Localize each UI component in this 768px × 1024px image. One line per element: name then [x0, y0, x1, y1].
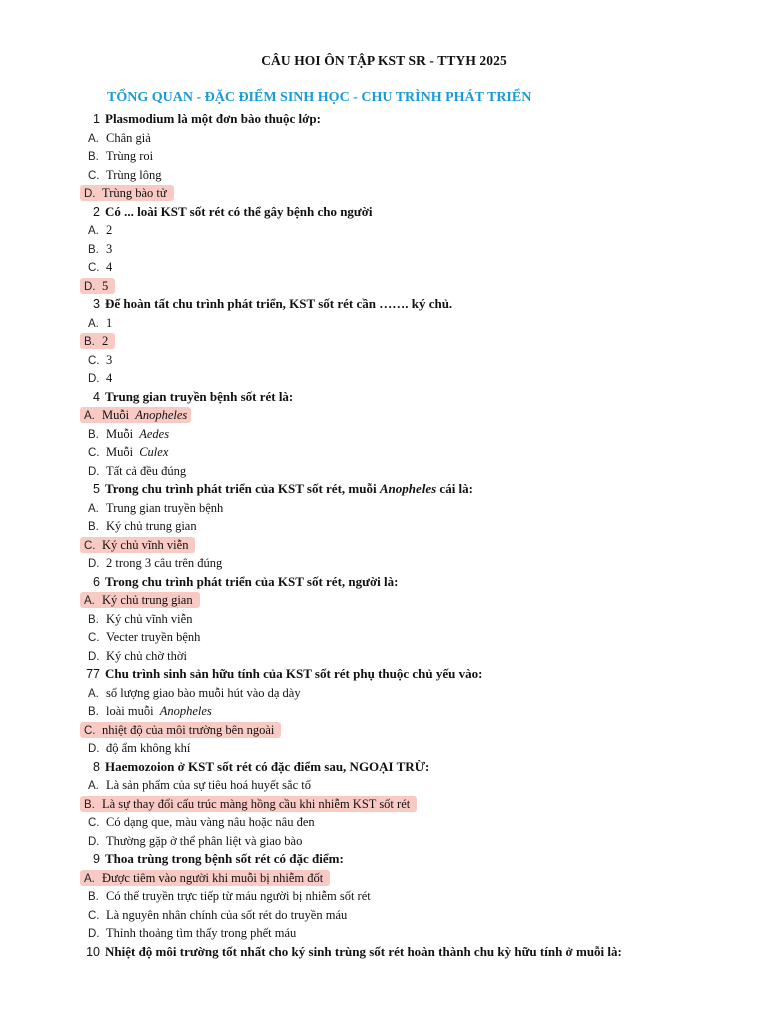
option-text: Tất cả đều đúng [106, 463, 187, 478]
option-letter: A. [88, 687, 99, 700]
option-3-a [88, 314, 115, 332]
option-letter: D. [88, 465, 100, 478]
option-text: 2 trong 3 câu trên đúng [106, 556, 223, 570]
option-letter: D. [88, 928, 100, 940]
question-1 [76, 110, 726, 128]
option-8-a [88, 776, 314, 794]
option-4-a [84, 406, 191, 424]
option-letter: C. [88, 632, 100, 644]
question-number: 3 [93, 297, 100, 311]
option-1-d [84, 184, 174, 202]
option-letter: B. [88, 706, 99, 718]
option-2-c [88, 258, 115, 276]
option-8-c [88, 813, 318, 831]
question-text-italic: Anopheles [379, 481, 437, 496]
question-text: Chu trình sinh sản hữu tính của KST sốt rét phụ thuộc chủ yếu vào: [105, 666, 483, 681]
option-1-a [88, 129, 154, 147]
option-letter: A. [88, 132, 99, 145]
question-text: Haemozoion ở KST sốt rét có đặc điểm sau, NGOẠI TRỪ: [105, 758, 430, 774]
question-number: 6 [93, 574, 100, 589]
answer-highlight [80, 537, 195, 553]
option-body [88, 131, 154, 145]
option-letter: D. [88, 835, 100, 848]
option-3-d [88, 369, 115, 387]
option-letter: C. [88, 817, 100, 829]
option-4-c [88, 443, 168, 461]
question-text: Trong chu trình phát triển của KST sốt rét, muỗi [105, 481, 380, 496]
option-letter: B. [88, 521, 99, 533]
option-letter: D. [84, 188, 96, 200]
option-body [88, 686, 304, 700]
option-9-d [88, 924, 299, 942]
option-text: độ ẩm không khí [106, 741, 191, 755]
option-text: 2 [106, 223, 113, 237]
option-body [88, 704, 212, 718]
option-body [88, 501, 226, 515]
option-body [88, 926, 299, 940]
question-4 [76, 388, 726, 406]
option-letter: B. [84, 336, 95, 348]
option-text: Trung gian truyền bệnh [106, 500, 224, 515]
option-body [88, 519, 200, 533]
option-9-b [88, 887, 374, 905]
answer-highlight [80, 870, 330, 886]
option-body [88, 242, 115, 256]
option-letter: C. [88, 262, 100, 274]
option-letter: A. [88, 780, 99, 792]
option-text: 4 [106, 260, 113, 274]
option-letter: B. [88, 891, 99, 903]
option-letter: A. [84, 595, 95, 607]
option-6-c [88, 628, 203, 646]
question-number: 9 [93, 852, 100, 866]
option-3-c [88, 351, 115, 369]
option-body [88, 741, 193, 755]
option-text: Được tiêm vào người khi muỗi bị nhiễm đốt [102, 870, 324, 885]
option-text-italic: Aedes [139, 426, 170, 441]
question-number: 5 [93, 482, 100, 496]
option-2-b [88, 240, 115, 258]
option-body [88, 889, 374, 903]
option-letter: D. [84, 280, 96, 293]
question-77 [76, 665, 726, 683]
answer-highlight [80, 592, 200, 608]
document-title: CÂU HOI ÔN TẬP KST SR - TTYH 2025 [261, 53, 507, 68]
option-text: 5 [102, 278, 109, 293]
option-text: Ký chủ chờ thời [106, 648, 187, 663]
question-number: 1 [93, 112, 100, 126]
option-body [88, 834, 305, 848]
option-text: 3 [106, 241, 113, 256]
question-number: 2 [93, 204, 100, 219]
question-number: 4 [93, 389, 100, 404]
question-5 [76, 480, 726, 498]
option-letter: B. [84, 798, 95, 811]
option-5-b [88, 517, 200, 535]
option-letter: C. [88, 169, 100, 182]
option-text: 4 [106, 371, 113, 385]
option-8-b [84, 795, 417, 813]
option-text-italic: Anopheles [159, 704, 212, 718]
section-heading: TỔNG QUAN - ĐẶC ĐIỂM SINH HỌC - CHU TRÌNH PHÁT TRIỂN [107, 90, 532, 105]
option-body [88, 612, 195, 626]
option-6-d [88, 647, 190, 665]
option-5-d [88, 554, 225, 572]
option-4-d [88, 462, 189, 480]
option-letter: A. [84, 410, 95, 422]
option-77-a [88, 684, 304, 702]
option-text: Là nguyên nhân chính của sốt rét do truyền máu [106, 907, 348, 922]
option-text-italic: Anopheles [135, 408, 188, 422]
answer-highlight [80, 333, 115, 349]
option-8-d [88, 832, 305, 850]
option-body [88, 649, 190, 663]
option-body [88, 464, 189, 478]
option-letter: C. [84, 724, 96, 737]
option-text: số lượng giao bào muỗi hút vào dạ dày [106, 685, 301, 700]
option-text: Muỗi [106, 426, 137, 441]
question-10 [76, 943, 726, 961]
option-letter: A. [88, 317, 99, 330]
option-text: nhiệt độ của môi trường bên ngoài [102, 722, 275, 737]
option-body [88, 778, 314, 792]
option-text: Thường gặp ở thể phân liệt và giao bào [106, 833, 303, 848]
option-text: Trùng roi [106, 149, 154, 163]
option-body [88, 556, 225, 570]
option-77-b [88, 702, 212, 720]
option-body [88, 316, 115, 330]
option-text: Thỉnh thoảng tìm thấy trong phết máu [106, 926, 297, 940]
question-text: Plasmodium là một đơn bào thuộc lớp: [105, 111, 321, 126]
option-77-d [88, 739, 193, 757]
question-number: 8 [93, 759, 100, 774]
option-letter: C. [88, 354, 100, 367]
option-body [88, 168, 164, 182]
option-4-b [88, 425, 169, 443]
option-body [88, 445, 168, 459]
question-text: Thoa trùng trong bệnh sốt rét có đặc điểm: [105, 851, 344, 866]
question-number: 77 [86, 667, 100, 681]
option-letter: D. [88, 373, 100, 385]
option-body [88, 149, 156, 163]
question-text: Nhiệt độ môi trường tốt nhất cho ký sinh trùng sốt rét hoàn thành chu kỳ hữu tính ở muỗi là: [105, 943, 622, 959]
option-text: Ký chủ vĩnh viễn [106, 611, 193, 626]
option-text: Ký chủ vĩnh viễn [102, 537, 189, 552]
option-letter: B. [88, 613, 99, 626]
option-77-c [84, 721, 281, 739]
option-text: Là sự thay đổi cấu trúc màng hồng cầu khi nhiễm KST sốt rét [102, 796, 411, 811]
option-letter: B. [88, 151, 99, 163]
option-text: Trùng bào tử [102, 186, 167, 200]
answer-highlight [80, 185, 174, 201]
answer-highlight [80, 722, 281, 738]
option-text: Chân giả [106, 130, 151, 145]
option-letter: D. [88, 743, 100, 755]
option-text: loài muỗi [106, 704, 157, 718]
question-text-tail: cái là: [436, 481, 473, 496]
question-number: 10 [86, 944, 100, 959]
option-1-c [88, 166, 164, 184]
answer-highlight [80, 278, 115, 294]
option-6-a [84, 591, 200, 609]
option-text: Có thể truyền trực tiếp từ máu người bị nhiễm sốt rét [106, 889, 371, 903]
option-text: Ký chủ trung gian [102, 593, 193, 607]
option-9-c [88, 906, 350, 924]
question-6 [76, 573, 726, 591]
option-9-a [84, 869, 330, 887]
option-letter: B. [88, 428, 99, 441]
option-6-b [88, 610, 195, 628]
option-text: 3 [106, 352, 113, 367]
option-body [88, 908, 350, 922]
option-letter: C. [88, 909, 100, 922]
option-letter: C. [88, 447, 100, 459]
option-text: Trùng lông [106, 167, 162, 182]
option-text: Muỗi [102, 408, 133, 422]
option-2-a [88, 221, 115, 239]
option-1-b [88, 147, 156, 165]
option-letter: C. [84, 539, 96, 552]
option-text: 2 [102, 334, 109, 348]
option-text: 1 [106, 315, 113, 330]
answer-highlight [80, 796, 417, 812]
option-text: Ký chủ trung gian [106, 519, 197, 533]
option-letter: A. [84, 872, 95, 885]
question-text: Để hoàn tất chu trình phát triển, KST sốt rét cần ……. ký chủ. [105, 296, 453, 311]
option-body [88, 427, 169, 441]
option-body [88, 260, 115, 274]
question-8 [76, 758, 726, 776]
option-letter: A. [88, 502, 99, 515]
option-letter: A. [88, 225, 99, 237]
question-3 [76, 295, 726, 313]
option-letter: B. [88, 243, 99, 256]
option-body [88, 353, 115, 367]
question-text: Trung gian truyền bệnh sốt rét là: [105, 388, 294, 404]
option-letter: D. [88, 650, 100, 663]
option-text: Có dạng que, màu vàng nâu hoặc nâu đen [106, 815, 315, 829]
option-text: Vecter truyền bệnh [106, 630, 201, 644]
question-text: Có ... loài KST sốt rét có thể gây bệnh cho người [105, 203, 373, 219]
option-5-a [88, 499, 226, 517]
option-body [88, 223, 115, 237]
option-3-b [84, 332, 115, 350]
answer-highlight [80, 407, 191, 423]
option-5-c [84, 536, 195, 554]
question-2 [76, 203, 726, 221]
option-body [88, 815, 318, 829]
option-text-italic: Culex [139, 445, 169, 459]
option-body [88, 371, 115, 385]
question-text: Trong chu trình phát triển của KST sốt rét, người là: [105, 573, 399, 589]
option-letter: D. [88, 558, 100, 570]
option-text: Là sản phẩm của sự tiêu hoá huyết sắc tố [106, 778, 311, 792]
option-text: Muỗi [106, 445, 137, 459]
option-2-d [84, 277, 115, 295]
option-body [88, 630, 203, 644]
question-9 [76, 850, 726, 868]
